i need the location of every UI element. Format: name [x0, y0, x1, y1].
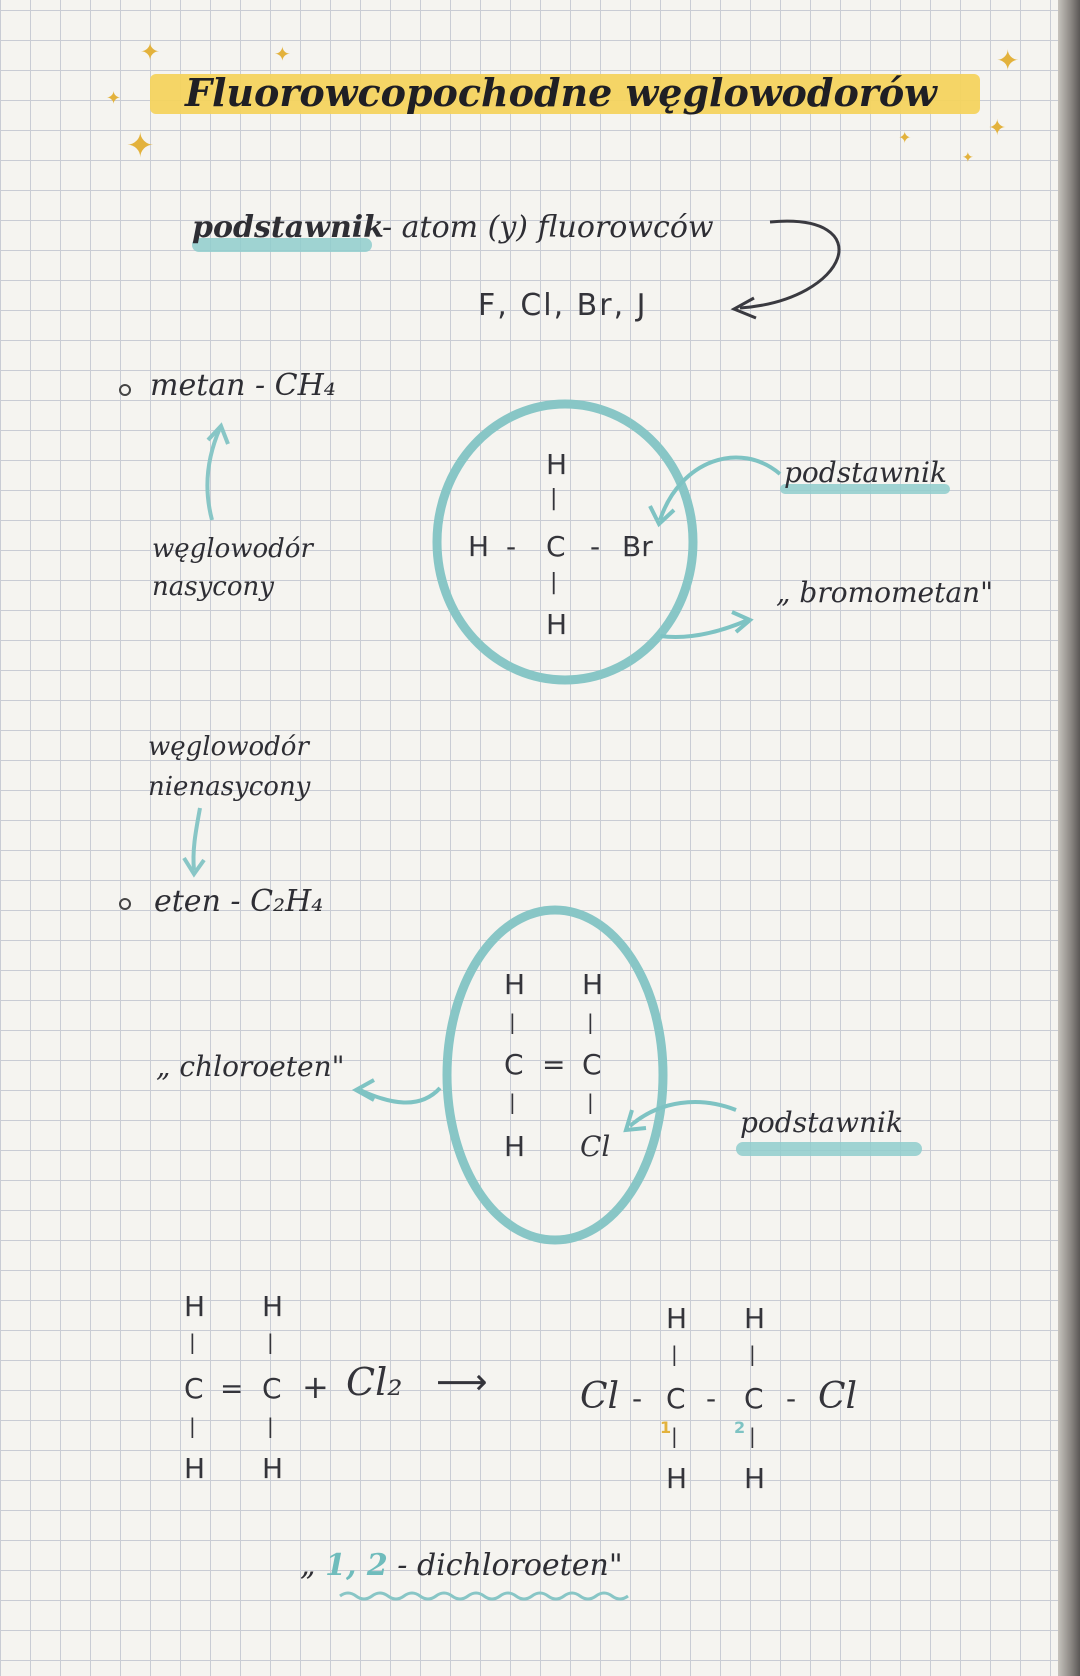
- bond-horizontal: -: [506, 530, 517, 563]
- atom-c-center: C: [546, 530, 566, 563]
- wavy-underline: [340, 1593, 628, 1599]
- sparkle-icon: ✦: [962, 150, 974, 166]
- bond-horizontal: -: [590, 530, 601, 563]
- atom-h: H: [262, 1290, 284, 1323]
- atom-h: H: [184, 1290, 206, 1323]
- atom-c: C: [184, 1372, 204, 1405]
- sparkle-icon: ✦: [274, 42, 291, 66]
- atom-h: H: [504, 968, 526, 1001]
- bond-vertical: |: [587, 1090, 594, 1114]
- sparkle-icon: ✦: [988, 116, 1007, 141]
- locant-2: 2: [734, 1418, 746, 1437]
- atom-c: C: [582, 1048, 602, 1081]
- page-title: Fluorowcopochodne węglowodorów: [185, 70, 937, 115]
- atom-h-top: H: [546, 448, 568, 481]
- double-bond: =: [542, 1048, 566, 1081]
- bromomethane-name: „ bromometan": [776, 576, 993, 609]
- unsaturated-label-line2: nienasycony: [148, 772, 311, 802]
- atom-c: C: [262, 1372, 282, 1405]
- atom-c: C: [744, 1382, 764, 1415]
- chloroethene-name: „ chloroeten": [156, 1050, 345, 1083]
- sparkle-icon: ✦: [996, 44, 1020, 77]
- atom-h: H: [744, 1302, 766, 1335]
- sparkle-icon: ✦: [106, 88, 122, 109]
- sparkle-icon: ✦: [126, 126, 155, 166]
- quote-open: „: [300, 1548, 316, 1583]
- bond-horizontal: -: [786, 1382, 797, 1415]
- atom-h: H: [666, 1462, 688, 1495]
- bond-vertical: |: [267, 1414, 274, 1438]
- atom-h: H: [504, 1130, 526, 1163]
- bond-vertical: |: [749, 1424, 756, 1448]
- halogen-list: F, Cl, Br, J: [478, 288, 648, 323]
- bond-vertical: |: [671, 1424, 678, 1448]
- ethene-formula: eten - C₂H₄: [154, 884, 324, 919]
- bond-vertical: |: [509, 1090, 516, 1114]
- atom-h: H: [262, 1452, 284, 1485]
- sparkle-icon: ✦: [140, 38, 161, 66]
- intro-definition: - atom (y) fluorowców: [382, 210, 714, 245]
- atom-h-left: H: [468, 530, 490, 563]
- bond-vertical: |: [189, 1414, 196, 1438]
- atom-h: H: [666, 1302, 688, 1335]
- substituent-label-2: podstawnik: [740, 1106, 903, 1139]
- arrowhead-icon: [356, 1080, 374, 1100]
- page-edge: [1058, 0, 1080, 1676]
- bond-vertical: |: [267, 1330, 274, 1354]
- atom-cl-left: Cl: [580, 1376, 620, 1417]
- atom-c: C: [666, 1382, 686, 1415]
- atom-cl-right: Cl: [818, 1376, 858, 1417]
- saturated-label-line2: nasycony: [152, 572, 274, 602]
- bond-vertical: |: [749, 1342, 756, 1366]
- arrow-down-icon: [193, 808, 200, 870]
- atom-h: H: [184, 1452, 206, 1485]
- highlight-ellipse: [447, 910, 663, 1240]
- bond-vertical: |: [189, 1330, 196, 1354]
- name-rest: - dichloroeten": [397, 1548, 623, 1583]
- bond-vertical: |: [550, 486, 558, 511]
- locant-1: 1: [660, 1418, 672, 1437]
- methane-formula: metan - CH₄: [150, 368, 336, 403]
- bond-vertical: |: [587, 1010, 594, 1034]
- atom-c: C: [504, 1048, 524, 1081]
- saturated-label-line1: węglowodór: [152, 534, 313, 564]
- plus-sign: +: [302, 1368, 329, 1406]
- unsaturated-label-line1: węglowodór: [148, 732, 309, 762]
- highlight-circle: [437, 404, 693, 680]
- bond-vertical: |: [509, 1010, 516, 1034]
- bond-vertical: |: [550, 570, 558, 595]
- intro-term: podstawnik: [192, 210, 384, 245]
- double-bond: =: [220, 1372, 244, 1405]
- bond-horizontal: -: [706, 1382, 717, 1415]
- sparkle-icon: ✦: [898, 128, 912, 147]
- substituent-label-1: podstawnik: [784, 456, 947, 489]
- arrow-icon: [630, 1102, 736, 1126]
- reaction-arrow: ⟶: [436, 1362, 488, 1403]
- atom-h: H: [744, 1462, 766, 1495]
- curved-arrow-icon: [740, 221, 839, 308]
- atom-h: H: [582, 968, 604, 1001]
- bond-horizontal: -: [632, 1382, 643, 1415]
- arrow-up-icon: [207, 428, 220, 520]
- atom-br: Br: [622, 530, 653, 563]
- arrow-icon: [660, 457, 780, 520]
- chlorine-reagent: Cl₂: [346, 1360, 403, 1404]
- name-locants: 1, 2: [325, 1548, 388, 1583]
- atom-cl: Cl: [580, 1130, 611, 1163]
- atom-h-bottom: H: [546, 608, 568, 641]
- bond-vertical: |: [671, 1342, 678, 1366]
